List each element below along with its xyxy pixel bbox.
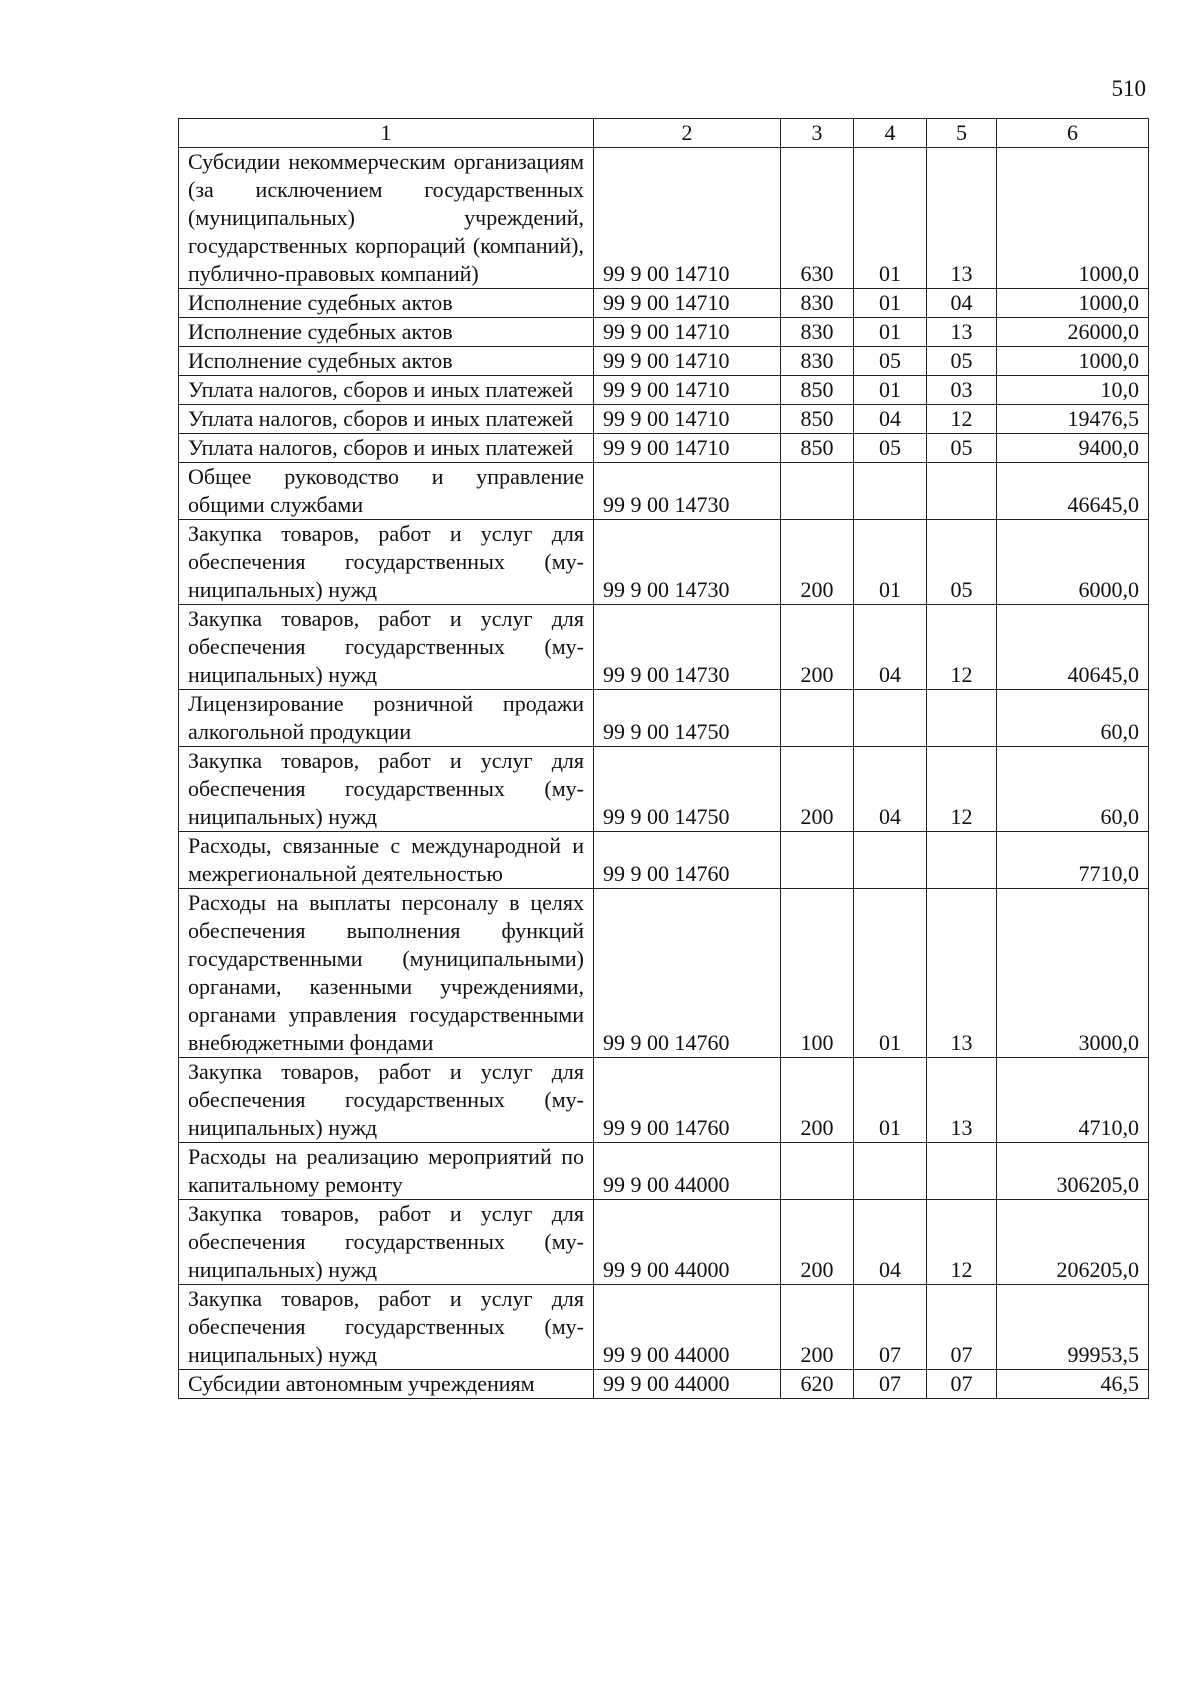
row-code-cell: 99 9 00 44000 [594,1143,781,1200]
row-subsection-cell [927,463,997,520]
row-expense-type-cell [781,832,854,889]
row-subsection-cell [927,832,997,889]
row-section-cell: 01 [854,318,927,347]
row-subsection-cell: 13 [927,318,997,347]
table-row [179,1143,1149,1200]
row-name-cell: Расходы на реализацию мероприятий по капитальному ремонту [179,1143,594,1200]
row-code-cell: 99 9 00 14730 [594,605,781,690]
row-expense-type-cell: 200 [781,605,854,690]
row-amount-cell: 1000,0 [997,148,1149,289]
row-subsection-cell [927,690,997,747]
row-expense-type-cell: 200 [781,1058,854,1143]
row-code-cell: 99 9 00 14760 [594,1058,781,1143]
row-amount-cell: 40645,0 [997,605,1149,690]
row-code-cell: 99 9 00 14750 [594,747,781,832]
row-expense-type-cell: 200 [781,1285,854,1370]
row-name-cell: Закупка товаров, работ и услуг для обеспечения государственных (муниципальных) нужд [179,1058,594,1143]
row-code-cell: 99 9 00 44000 [594,1370,781,1399]
row-amount-cell: 206205,0 [997,1200,1149,1285]
header-cell-4: 4 [854,119,927,148]
table-header [179,119,1149,148]
row-code-cell: 99 9 00 14710 [594,347,781,376]
row-name-cell: Закупка товаров, работ и услуг для обеспечения государственных (муниципальных) нужд [179,605,594,690]
row-section-cell: 04 [854,605,927,690]
row-amount-cell: 306205,0 [997,1143,1149,1200]
row-expense-type-cell [781,1143,854,1200]
row-name-cell: Исполнение судебных актов [179,318,594,347]
header-cell-1: 1 [179,119,594,148]
row-name-cell: Исполнение судебных актов [179,347,594,376]
header-cell-3: 3 [781,119,854,148]
row-section-cell: 04 [854,405,927,434]
row-code-cell: 99 9 00 14710 [594,405,781,434]
row-name-cell: Субсидии автономным учреждениям [179,1370,594,1399]
table-row [179,318,1149,347]
row-name-cell: Закупка товаров, работ и услуг для обеспечения государственных (муниципальных) нужд [179,747,594,832]
table-row [179,289,1149,318]
row-expense-type-cell: 200 [781,747,854,832]
row-subsection-cell: 12 [927,605,997,690]
table-row [179,889,1149,1058]
row-section-cell [854,832,927,889]
row-section-cell: 01 [854,148,927,289]
row-subsection-cell: 13 [927,148,997,289]
row-amount-cell: 19476,5 [997,405,1149,434]
table-row [179,520,1149,605]
row-name-cell: Уплата налогов, сборов и иных платежей [179,376,594,405]
row-section-cell: 01 [854,376,927,405]
row-amount-cell: 46,5 [997,1370,1149,1399]
row-name-cell: Уплата налогов, сборов и иных платежей [179,405,594,434]
row-amount-cell: 1000,0 [997,347,1149,376]
row-section-cell: 05 [854,347,927,376]
row-subsection-cell: 03 [927,376,997,405]
header-cell-5: 5 [927,119,997,148]
row-section-cell: 07 [854,1370,927,1399]
row-code-cell: 99 9 00 14730 [594,520,781,605]
row-subsection-cell: 07 [927,1370,997,1399]
row-code-cell: 99 9 00 44000 [594,1285,781,1370]
table-row [179,1370,1149,1399]
table-row [179,832,1149,889]
row-name-cell: Субсидии некоммерческим организациям (за исключением государственных (муниципальных) учреждений, государственных корпораций (компаний), публично-правовых компаний) [179,148,594,289]
row-subsection-cell: 05 [927,347,997,376]
row-subsection-cell: 05 [927,520,997,605]
header-cell-2: 2 [594,119,781,148]
row-subsection-cell: 05 [927,434,997,463]
row-code-cell: 99 9 00 14760 [594,832,781,889]
row-name-cell: Исполнение судебных актов [179,289,594,318]
row-expense-type-cell: 830 [781,347,854,376]
row-section-cell: 01 [854,889,927,1058]
table-body [179,148,1149,1399]
budget-table [178,118,1149,1399]
row-subsection-cell [927,1143,997,1200]
row-subsection-cell: 12 [927,747,997,832]
table-row [179,1058,1149,1143]
row-code-cell: 99 9 00 14710 [594,289,781,318]
row-name-cell: Закупка товаров, работ и услуг для обеспечения государственных (муниципальных) нужд [179,1200,594,1285]
row-code-cell: 99 9 00 44000 [594,1200,781,1285]
row-section-cell [854,463,927,520]
row-expense-type-cell: 200 [781,1200,854,1285]
row-amount-cell: 7710,0 [997,832,1149,889]
table-row [179,747,1149,832]
row-expense-type-cell [781,463,854,520]
table-row [179,434,1149,463]
row-expense-type-cell: 850 [781,405,854,434]
row-subsection-cell: 12 [927,1200,997,1285]
row-expense-type-cell: 620 [781,1370,854,1399]
row-section-cell: 04 [854,747,927,832]
row-amount-cell: 3000,0 [997,889,1149,1058]
row-amount-cell: 99953,5 [997,1285,1149,1370]
row-code-cell: 99 9 00 14710 [594,318,781,347]
row-expense-type-cell: 100 [781,889,854,1058]
row-name-cell: Закупка товаров, работ и услуг для обеспечения государственных (муниципальных) нужд [179,520,594,605]
table-row [179,463,1149,520]
row-code-cell: 99 9 00 14730 [594,463,781,520]
row-name-cell: Уплата налогов, сборов и иных платежей [179,434,594,463]
table-row [179,405,1149,434]
row-name-cell: Закупка товаров, работ и услуг для обеспечения государственных (муниципальных) нужд [179,1285,594,1370]
row-section-cell: 04 [854,1200,927,1285]
row-name-cell: Расходы на выплаты персоналу в целях обеспечения выполнения функций государственными (муниципальными) органами, казенными учреждениями, органами управления государственными внебюджетными фондами [179,889,594,1058]
row-expense-type-cell: 850 [781,434,854,463]
row-amount-cell: 4710,0 [997,1058,1149,1143]
row-section-cell [854,1143,927,1200]
row-amount-cell: 10,0 [997,376,1149,405]
row-amount-cell: 1000,0 [997,289,1149,318]
row-code-cell: 99 9 00 14750 [594,690,781,747]
row-subsection-cell: 07 [927,1285,997,1370]
row-subsection-cell: 13 [927,1058,997,1143]
row-name-cell: Расходы, связанные с международной и межрегиональной деятельностью [179,832,594,889]
row-section-cell: 01 [854,520,927,605]
table-row [179,690,1149,747]
row-amount-cell: 6000,0 [997,520,1149,605]
table-row [179,347,1149,376]
table-row [179,1200,1149,1285]
table-row [179,376,1149,405]
row-section-cell: 01 [854,1058,927,1143]
table-row [179,605,1149,690]
row-section-cell: 05 [854,434,927,463]
row-name-cell: Лицензирование розничной продажи алкогольной продукции [179,690,594,747]
row-expense-type-cell: 850 [781,376,854,405]
row-expense-type-cell: 630 [781,148,854,289]
page-number: 510 [1111,76,1146,101]
table-row [179,1285,1149,1370]
row-expense-type-cell: 830 [781,318,854,347]
row-amount-cell: 26000,0 [997,318,1149,347]
header-row [179,119,1149,148]
row-subsection-cell: 12 [927,405,997,434]
row-section-cell: 07 [854,1285,927,1370]
row-amount-cell: 46645,0 [997,463,1149,520]
row-amount-cell: 60,0 [997,747,1149,832]
row-code-cell: 99 9 00 14710 [594,376,781,405]
row-expense-type-cell: 200 [781,520,854,605]
row-code-cell: 99 9 00 14710 [594,148,781,289]
table-row [179,148,1149,289]
row-amount-cell: 60,0 [997,690,1149,747]
row-expense-type-cell [781,690,854,747]
row-expense-type-cell: 830 [781,289,854,318]
row-subsection-cell: 04 [927,289,997,318]
row-code-cell: 99 9 00 14710 [594,434,781,463]
row-amount-cell: 9400,0 [997,434,1149,463]
header-cell-6: 6 [997,119,1149,148]
row-section-cell: 01 [854,289,927,318]
row-section-cell [854,690,927,747]
row-code-cell: 99 9 00 14760 [594,889,781,1058]
row-name-cell: Общее руководство и управление общими службами [179,463,594,520]
row-subsection-cell: 13 [927,889,997,1058]
